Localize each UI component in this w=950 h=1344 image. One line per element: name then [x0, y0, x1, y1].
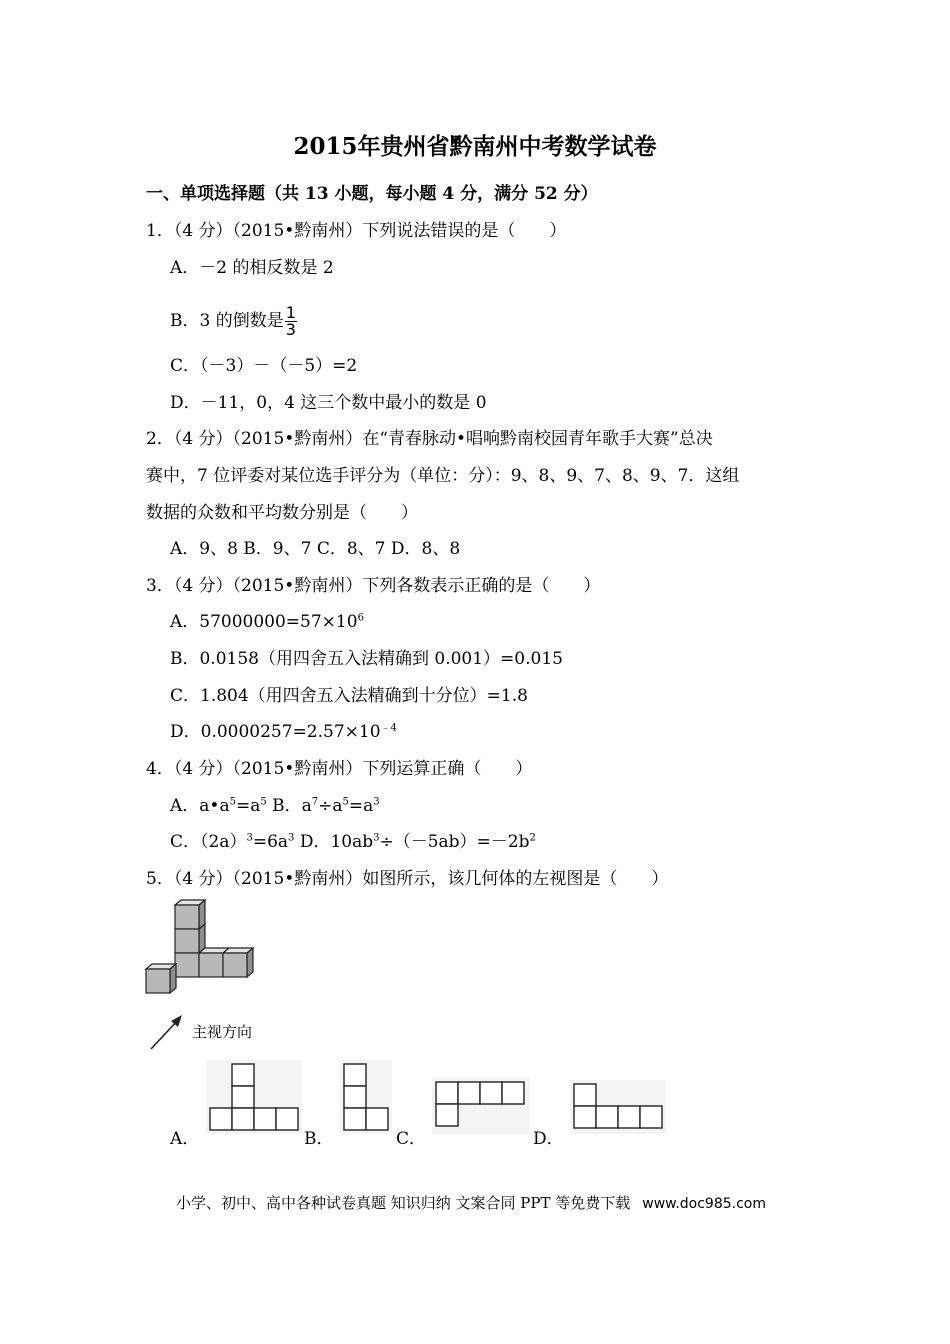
question-3-option-d — [170, 722, 397, 742]
question-3-stem: 3．（4 分）（2015•黔南州）下列各数表示正确的是（ ） — [146, 576, 601, 596]
expr-part: ÷（－5ab）=－2b — [379, 832, 530, 852]
option-b-view — [340, 1060, 392, 1134]
cube-face — [146, 969, 170, 993]
cube-side — [247, 948, 253, 977]
option-d-view — [570, 1080, 666, 1134]
exponent: ﹣4 — [380, 722, 397, 734]
question-2-line-2: 赛中，7 位评委对某位选手评分为（单位：分）：9、8、9、7、8、9、7．这组 — [146, 466, 740, 486]
solid-figure — [140, 900, 260, 1000]
exponent: 3 — [288, 832, 295, 844]
question-4-options-row-2 — [170, 832, 536, 852]
expr-part: =a — [348, 796, 374, 816]
option-c-view — [432, 1078, 530, 1134]
question-3-option-d-base: D．0.0000257=2.57×10 — [170, 722, 381, 742]
question-3-option-a — [170, 612, 364, 632]
cube-face — [175, 953, 199, 977]
question-5-option-c-label: C． — [396, 1129, 427, 1149]
fraction-denominator: 3 — [285, 320, 296, 339]
cube-face — [175, 929, 199, 953]
question-5-option-a-label: A． — [170, 1129, 200, 1149]
question-2-options: A．9、8 B．9、7 C．8、7 D．8、8 — [170, 539, 461, 559]
cube-side — [170, 964, 176, 993]
question-3-option-a-base: A．57000000=57×10 — [170, 612, 358, 632]
question-3-option-b: B．0.0158（用四舍五入法精确到 0.001）=0.015 — [170, 649, 563, 669]
question-1-option-c: C．（－3）－（－5）=2 — [170, 356, 358, 376]
question-1-option-d: D．－11，0，4 这三个数中最小的数是 0 — [170, 393, 487, 413]
exponent: 6 — [357, 612, 364, 624]
expr-part: =6a — [252, 832, 289, 852]
question-5-option-d-label: D． — [533, 1129, 564, 1149]
expr-part: B．a — [266, 796, 312, 816]
footer-text: 小学、初中、高中各种试卷真题 知识归纳 文案合同 PPT 等免费下载 — [176, 1194, 631, 1212]
cube-face — [223, 953, 247, 977]
fraction-one-third — [285, 305, 297, 338]
exponent: 7 — [311, 796, 319, 808]
arrow-label: 主视方向 — [192, 1023, 253, 1041]
exponent: 5 — [229, 796, 236, 808]
expr-part: C．（2a） — [170, 832, 247, 852]
question-3-option-c: C．1.804（用四舍五入法精确到十分位）=1.8 — [170, 686, 528, 706]
cube-face — [175, 905, 199, 929]
question-4-options-row-1 — [170, 796, 380, 816]
question-1-option-a: A．－2 的相反数是 2 — [170, 258, 334, 278]
arrow-icon — [148, 1010, 188, 1052]
exponent: 5 — [260, 796, 267, 808]
question-5-option-b-label: B． — [304, 1129, 334, 1149]
cube-face — [199, 953, 223, 977]
expr-part: =a — [235, 796, 261, 816]
exponent: 5 — [342, 796, 349, 808]
question-1-stem: 1．（4 分）（2015•黔南州）下列说法错误的是（ ） — [146, 221, 567, 241]
question-4-stem: 4．（4 分）（2015•黔南州）下列运算正确（ ） — [146, 759, 533, 779]
question-1-option-b — [170, 305, 297, 338]
expr-part: A．a•a — [170, 796, 230, 816]
exponent: 3 — [373, 832, 380, 844]
question-2-line-3: 数据的众数和平均数分别是（ ） — [146, 503, 418, 523]
footer-link[interactable]: www.doc985.com — [642, 1196, 767, 1212]
footer — [176, 1192, 766, 1213]
question-2-line-1: 2．（4 分）（2015•黔南州）在“青春脉动•唱响黔南校园青年歌手大赛”总决 — [146, 429, 713, 449]
section-heading: 一、单项选择题（共 13 小题，每小题 4 分，满分 52 分） — [146, 184, 598, 204]
question-5-stem: 5．（4 分）（2015•黔南州）如图所示，该几何体的左视图是（ ） — [146, 869, 669, 889]
exponent: 3 — [246, 832, 253, 844]
expr-part: ÷a — [318, 796, 343, 816]
question-1-option-b-text: B．3 的倒数是 — [170, 311, 284, 331]
fraction-numerator: 1 — [285, 303, 296, 322]
expr-part: D．10ab — [294, 832, 374, 852]
exponent: 2 — [529, 832, 536, 844]
page-title: 2015年贵州省黔南州中考数学试卷 — [293, 133, 657, 160]
exponent: 3 — [373, 796, 380, 808]
option-a-view — [206, 1060, 302, 1134]
